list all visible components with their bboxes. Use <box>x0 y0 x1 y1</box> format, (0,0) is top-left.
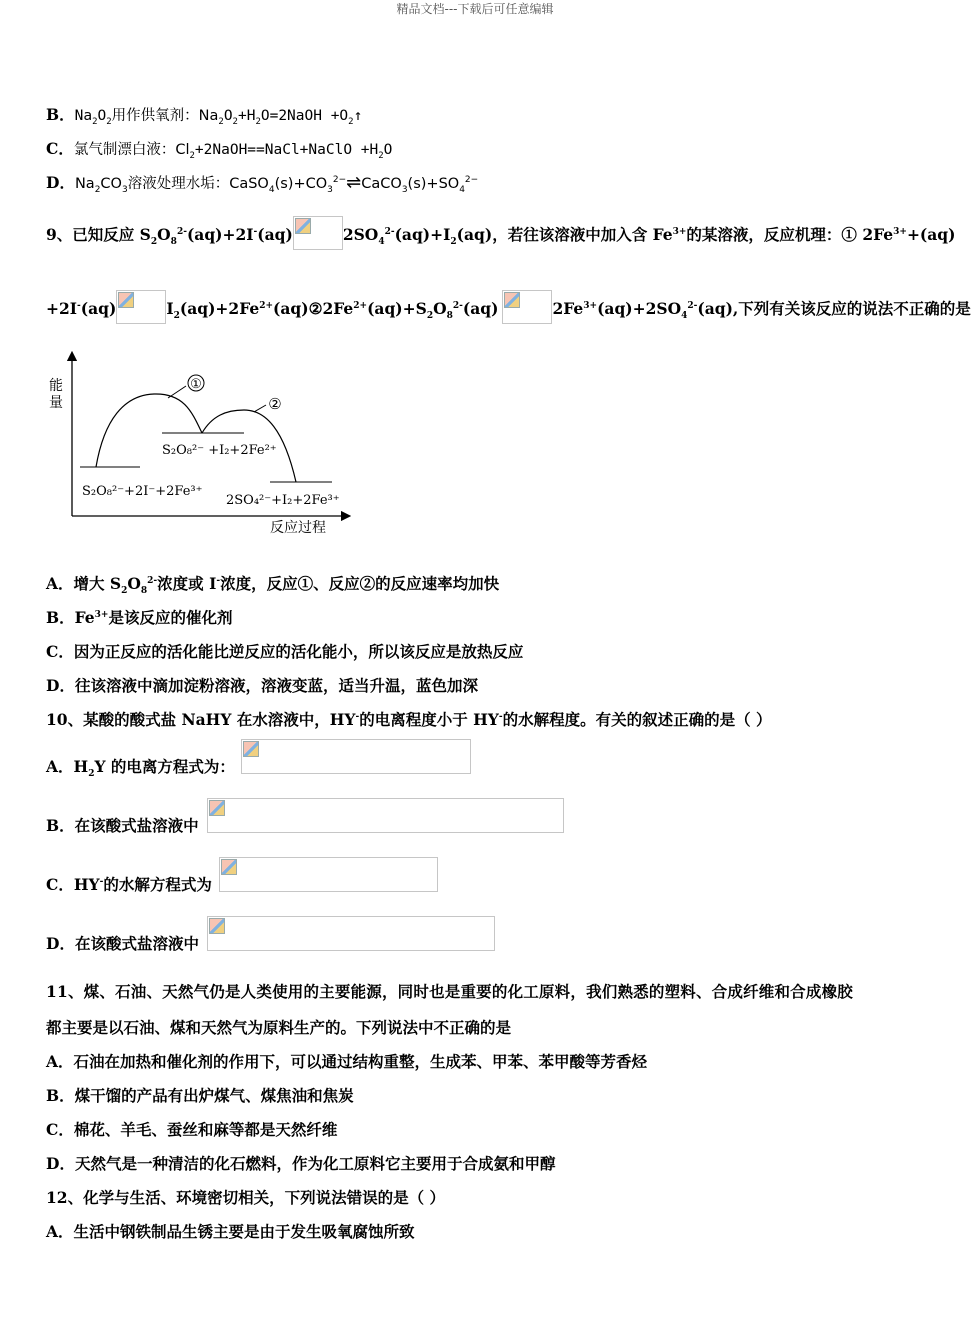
broken-image-icon <box>219 857 438 892</box>
equilibrium-arrow-icon: ⇌ <box>346 172 362 193</box>
option-text: 氯气制漂白液：$Cl_2+2NaOH==NaCl+NaClO +H_2O$ <box>73 142 393 161</box>
broken-image-icon <box>502 290 552 324</box>
q9-option-c: C．因为正反应的活化能比逆反应的活化能小，所以该反应是放热反应 <box>46 642 524 661</box>
broken-image-icon <box>207 916 495 951</box>
intermediate-label: S₂O₈²⁻ +I₂+2Fe²⁺ <box>162 443 277 458</box>
product-label: 2SO₄²⁻+I₂+2Fe³⁺ <box>226 493 340 508</box>
broken-image-icon <box>241 739 471 774</box>
q11-option-c: C．棉花、羊毛、蚕丝和麻等都是天然纤维 <box>46 1120 338 1139</box>
option-label: D． <box>46 173 75 192</box>
q10-stem: 10、某酸的酸式盐 NaHY 在水溶液中，HY-的电离程度小于 HY-的水解程度。有关的叙述正确的是（ ） <box>46 710 772 729</box>
q11-stem-line1: 11、煤、石油、天然气仍是人类使用的主要能源，同时也是重要的化工原料，我们熟悉的塑料、合成纤维和合成橡胶 <box>46 982 853 1001</box>
q8-option-d <box>46 171 478 193</box>
q11-stem-line2: 都主要是以石油、煤和天然气为原料生产的。下列说法中不正确的是 <box>46 1018 512 1037</box>
x-axis-label: 反应过程 <box>270 520 326 536</box>
reactant-label: S₂O₈²⁻+2I⁻+2Fe³⁺ <box>82 484 203 499</box>
q8-option-b <box>46 103 362 125</box>
q12-stem: 12、化学与生活、环境密切相关，下列说法错误的是（ ） <box>46 1188 445 1207</box>
q12-option-a: A．生活中钢铁制品生锈主要是由于发生吸氧腐蚀所致 <box>46 1222 415 1241</box>
option-text: $Na_2CO_3$溶液处理水垢：$CaSO_4(s)+CO_3^{2-}\rightleftharpoons CaCO_3(s)+SO_4^{2-}$ <box>74 172 479 195</box>
y-axis-label-2: 量 <box>49 395 63 411</box>
energy-profile-diagram <box>44 350 354 545</box>
q11-option-b: B．煤干馏的产品有出炉煤气、煤焦油和焦炭 <box>46 1086 354 1105</box>
y-axis-label-1: 能 <box>49 378 63 394</box>
broken-image-icon <box>207 798 564 833</box>
option-label: B． <box>46 105 75 124</box>
broken-image-icon <box>116 290 166 324</box>
q10-option-a: A．$H_2Y$ 的电离方程式为： <box>46 757 235 780</box>
q9-option-a: A．增大 $S_2O_8^{2-}$浓度或 I-浓度，反应①、反应②的反应速率均加快 <box>46 574 500 597</box>
q10-option-b: B．在该酸式盐溶液中 <box>46 816 199 835</box>
option-text: $Na_2O_2$用作供氧剂：$Na_2O_2+H_2O=2NaOH$ $+O_2↑$ <box>74 108 363 127</box>
page-header: 精品文档---下载后可任意编辑 <box>396 2 554 16</box>
q10-option-d: D．在该酸式盐溶液中 <box>46 934 199 953</box>
marker-1: ① <box>190 377 202 392</box>
marker-2: ② <box>268 395 282 413</box>
q11-option-a: A．石油在加热和催化剂的作用下，可以通过结构重整，生成苯、甲苯、苯甲酸等芳香烃 <box>46 1052 648 1071</box>
q9-stem-line1: 9、已知反应 $S_2O_8^{2-}(aq)+2I^-(aq)$ $2SO_4^{2-}(aq)+I_2(aq)$，若往该溶液中加入含 $Fe^{3+}$的某溶液，反应机理：① $2Fe^{3+}+(aq)$ <box>46 216 955 256</box>
q11-option-d: D．天然气是一种清洁的化石燃料，作为化工原料它主要用于合成氨和甲醇 <box>46 1154 556 1173</box>
q9-stem-line2: +2I-(aq) $I_2(aq)+2Fe^{2+}(aq)②2Fe^{2+}(aq)+S_2O_8^{2-}(aq)$ $2Fe^{3+}(aq)+2SO_4^{2-}(aq)$,下列有关该反应的说法不正确的是 <box>46 290 971 330</box>
q9-option-b: B．$Fe^{3+}$是该反应的催化剂 <box>46 608 233 627</box>
q9-option-d: D．往该溶液中滴加淀粉溶液，溶液变蓝，适当升温，蓝色加深 <box>46 676 478 695</box>
broken-image-icon <box>293 216 343 250</box>
option-label: C． <box>46 139 74 158</box>
q8-option-c <box>46 137 392 159</box>
q10-option-c: C．HY-的水解方程式为 <box>46 875 212 894</box>
